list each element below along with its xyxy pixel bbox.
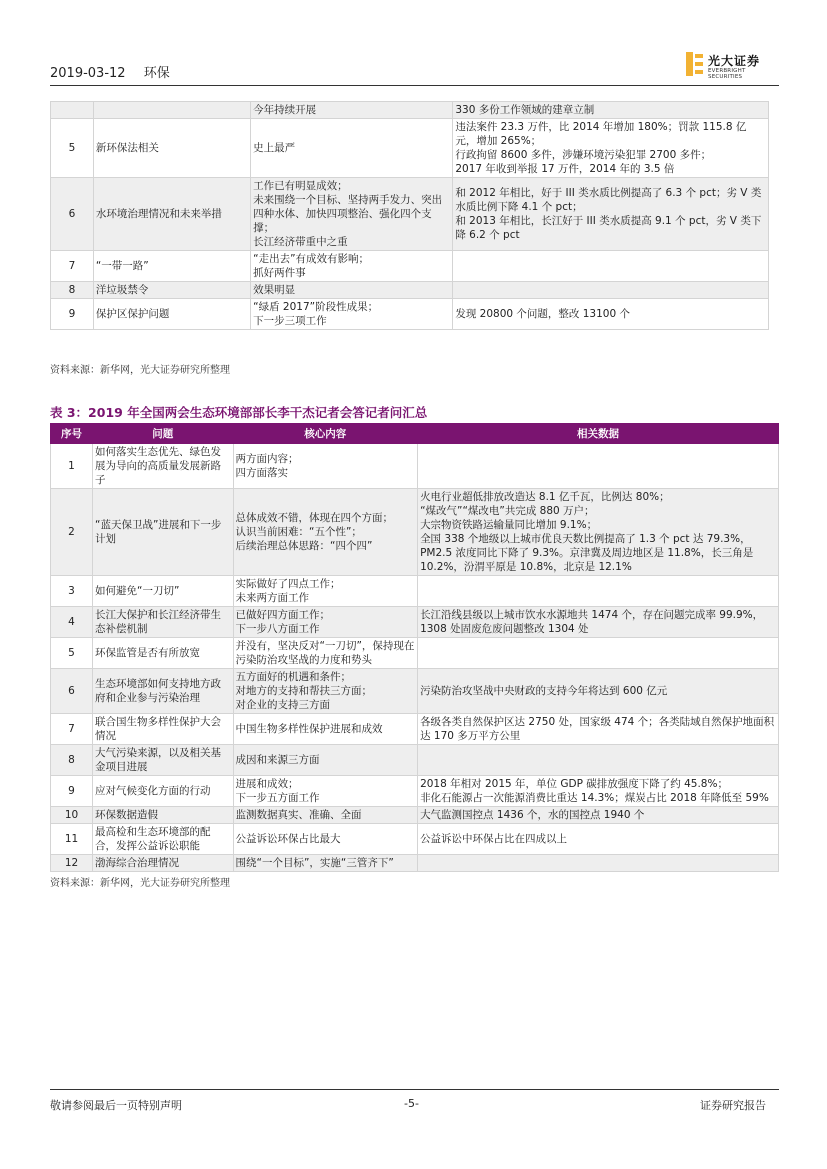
table-row xyxy=(51,178,769,251)
row-question: 如何避免“一刀切” xyxy=(93,576,233,607)
row-question: 生态环境部如何支持地方政府和企业参与污染治理 xyxy=(93,669,233,714)
row-number: 12 xyxy=(51,855,93,872)
row-number: 7 xyxy=(51,714,93,745)
row-question: 应对气候变化方面的行动 xyxy=(93,776,233,807)
row-core-content: 工作已有明显成效； 未来围绕一个目标、坚持两手发力、突出四种水体、加快四项整治、强化四个支撑； 长江经济带重中之重 xyxy=(251,178,453,251)
row-number: 1 xyxy=(51,444,93,489)
logo-text: 光大证券 xyxy=(708,54,761,68)
row-question: 保护区保护问题 xyxy=(93,299,250,330)
table-row xyxy=(51,745,779,776)
row-core-content: “走出去”有成效有影响； 抓好两件事 xyxy=(251,251,453,282)
page-header xyxy=(50,62,184,81)
row-core-content: 史上最严 xyxy=(251,119,453,178)
row-question: 环保数据造假 xyxy=(93,807,233,824)
row-related-data: 和 2012 年相比，好于 III 类水质比例提高了 6.3 个 pct；劣 V 类水质比例下降 4.1 个 pct； 和 2013 年相比，长江好于 III 类水质提高 9.1 个 pct，劣 V 类下降 6.2 个 pct xyxy=(453,178,769,251)
table-row xyxy=(51,855,779,872)
table-row xyxy=(51,669,779,714)
row-number: 6 xyxy=(51,669,93,714)
table-row xyxy=(51,251,769,282)
row-related-data xyxy=(418,576,779,607)
row-related-data: 违法案件 23.3 万件，比 2014 年增加 180%；罚款 115.8 亿元，增加 265%； 行政拘留 8600 多件，涉嫌环境污染犯罪 2700 多件； 2017 年收到举报 17 万件，2014 年的 3.5 倍 xyxy=(453,119,769,178)
row-related-data: 污染防治攻坚战中央财政的支持今年将达到 600 亿元 xyxy=(418,669,779,714)
row-number: 4 xyxy=(51,607,93,638)
row-number: 7 xyxy=(51,251,94,282)
row-question: 联合国生物多样性保护大会情况 xyxy=(93,714,233,745)
table3-source: 资料来源：新华网，光大证券研究所整理 xyxy=(50,878,230,889)
everbright-logo xyxy=(686,50,781,80)
row-related-data: 2018 年相对 2015 年，单位 GDP 碳排放强度下降了约 45.8%； 非化石能源占一次能源消费比重达 14.3%；煤炭占比 2018 年降低至 59% xyxy=(418,776,779,807)
table-row xyxy=(51,714,779,745)
row-core-content: 公益诉讼环保占比最大 xyxy=(233,824,418,855)
table-row xyxy=(51,776,779,807)
row-number: 6 xyxy=(51,178,94,251)
row-related-data: 公益诉讼中环保占比在四成以上 xyxy=(418,824,779,855)
row-number: 5 xyxy=(51,119,94,178)
row-core-content: 已做好四方面工作； 下一步八方面工作 xyxy=(233,607,418,638)
row-related-data: 火电行业超低排放改造达 8.1 亿千瓦，比例达 80%； “煤改气”“煤改电”共完成 880 万户； 大宗物资铁路运输量同比增加 9.1%； 全国 338 个地级以上城市优良天数比例提高了 1.3 个 pct 达 79.3%，PM2.5 浓度同比下降了 9.3%。京津冀及周边地区是 11.8%，长三角是 10.2%，汾渭平原是 10.8%，北京是 12.1% xyxy=(418,489,779,576)
table1-source: 资料来源：新华网，光大证券研究所整理 xyxy=(50,365,230,376)
row-question: 长江大保护和长江经济带生态补偿机制 xyxy=(93,607,233,638)
row-core-content: 监测数据真实、准确、全面 xyxy=(233,807,418,824)
row-related-data: 发现 20800 个问题，整改 13100 个 xyxy=(453,299,769,330)
report-sector: 环保 xyxy=(143,66,170,81)
row-number: 3 xyxy=(51,576,93,607)
row-number: 2 xyxy=(51,489,93,576)
row-question: 新环保法相关 xyxy=(93,119,250,178)
row-related-data xyxy=(418,638,779,669)
row-core-content: 总体成效不错，体现在四个方面； 认识当前困难：“五个性”； 后续治理总体思路：“四个四” xyxy=(233,489,418,576)
row-number: 10 xyxy=(51,807,93,824)
row-number: 8 xyxy=(51,745,93,776)
row-question: 大气污染来源，以及相关基金项目进展 xyxy=(93,745,233,776)
table-continued xyxy=(50,101,769,330)
footer-report-type: 证券研究报告 xyxy=(700,1099,766,1112)
table-row xyxy=(51,489,779,576)
row-question: “蓝天保卫战”进展和下一步计划 xyxy=(93,489,233,576)
row-question: 洋垃圾禁令 xyxy=(93,282,250,299)
row-number: 9 xyxy=(51,299,94,330)
header-rule xyxy=(50,85,779,86)
row-core-content: 成因和来源三方面 xyxy=(233,745,418,776)
table-row xyxy=(51,638,779,669)
table-row xyxy=(51,102,769,119)
table-row xyxy=(51,807,779,824)
table-row xyxy=(51,444,779,489)
row-core-content: 今年持续开展 xyxy=(251,102,453,119)
row-related-data: 大气监测国控点 1436 个，水的国控点 1940 个 xyxy=(418,807,779,824)
row-number xyxy=(51,102,94,119)
col-header-core: 核心内容 xyxy=(233,424,418,444)
table-row xyxy=(51,576,779,607)
row-question: 渤海综合治理情况 xyxy=(93,855,233,872)
row-related-data: 330 多份工作领域的建章立制 xyxy=(453,102,769,119)
table-row xyxy=(51,607,779,638)
footer-disclaimer: 敬请参阅最后一页特别声明 xyxy=(50,1099,182,1112)
row-core-content: 五方面好的机遇和条件； 对地方的支持和帮扶三方面； 对企业的支持三方面 xyxy=(233,669,418,714)
row-number: 5 xyxy=(51,638,93,669)
table-row xyxy=(51,282,769,299)
table-header-row xyxy=(51,424,779,444)
row-related-data xyxy=(453,251,769,282)
row-question: 环保监管是否有所放宽 xyxy=(93,638,233,669)
row-question: 水环境治理情况和未来举措 xyxy=(93,178,250,251)
row-related-data xyxy=(418,745,779,776)
table-row xyxy=(51,824,779,855)
col-header-no: 序号 xyxy=(51,424,93,444)
row-related-data: 长江沿线县级以上城市饮水水源地共 1474 个，存在问题完成率 99.9%，1308 处固废危废问题整改 1304 处 xyxy=(418,607,779,638)
row-core-content: 效果明显 xyxy=(251,282,453,299)
row-number: 9 xyxy=(51,776,93,807)
row-number: 8 xyxy=(51,282,94,299)
logo-mark-icon xyxy=(686,52,704,76)
row-core-content: 围绕“一个目标”，实施“三管齐下” xyxy=(233,855,418,872)
table-row xyxy=(51,299,769,330)
row-question: “一带一路” xyxy=(93,251,250,282)
row-related-data xyxy=(418,855,779,872)
row-question: 如何落实生态优先、绿色发展为导向的高质量发展新路子 xyxy=(93,444,233,489)
row-core-content: “绿盾 2017”阶段性成果； 下一步三项工作 xyxy=(251,299,453,330)
row-question xyxy=(93,102,250,119)
row-related-data xyxy=(418,444,779,489)
row-core-content: 进展和成效； 下一步五方面工作 xyxy=(233,776,418,807)
row-related-data: 各级各类自然保护区达 2750 处，国家级 474 个；各类陆域自然保护地面积达 170 多万平方公里 xyxy=(418,714,779,745)
row-number: 11 xyxy=(51,824,93,855)
row-core-content: 两方面内容； 四方面落实 xyxy=(233,444,418,489)
table3 xyxy=(50,423,779,872)
row-question: 最高检和生态环境部的配合，发挥公益诉讼职能 xyxy=(93,824,233,855)
row-core-content: 实际做好了四点工作； 未来两方面工作 xyxy=(233,576,418,607)
table3-title: 表 3：2019 年全国两会生态环境部部长李干杰记者会答记者问汇总 xyxy=(50,405,428,420)
table-row xyxy=(51,119,769,178)
row-related-data xyxy=(453,282,769,299)
col-header-question: 问题 xyxy=(93,424,233,444)
footer-rule xyxy=(50,1089,779,1090)
logo-subtext: EVERBRIGHT SECURITIES xyxy=(708,68,746,80)
col-header-data: 相关数据 xyxy=(418,424,779,444)
page-number: -5- xyxy=(404,1097,419,1110)
row-core-content: 并没有，坚决反对“一刀切”，保持现在污染防治攻坚战的力度和势头 xyxy=(233,638,418,669)
row-core-content: 中国生物多样性保护进展和成效 xyxy=(233,714,418,745)
report-date: 2019-03-12 xyxy=(50,66,126,81)
